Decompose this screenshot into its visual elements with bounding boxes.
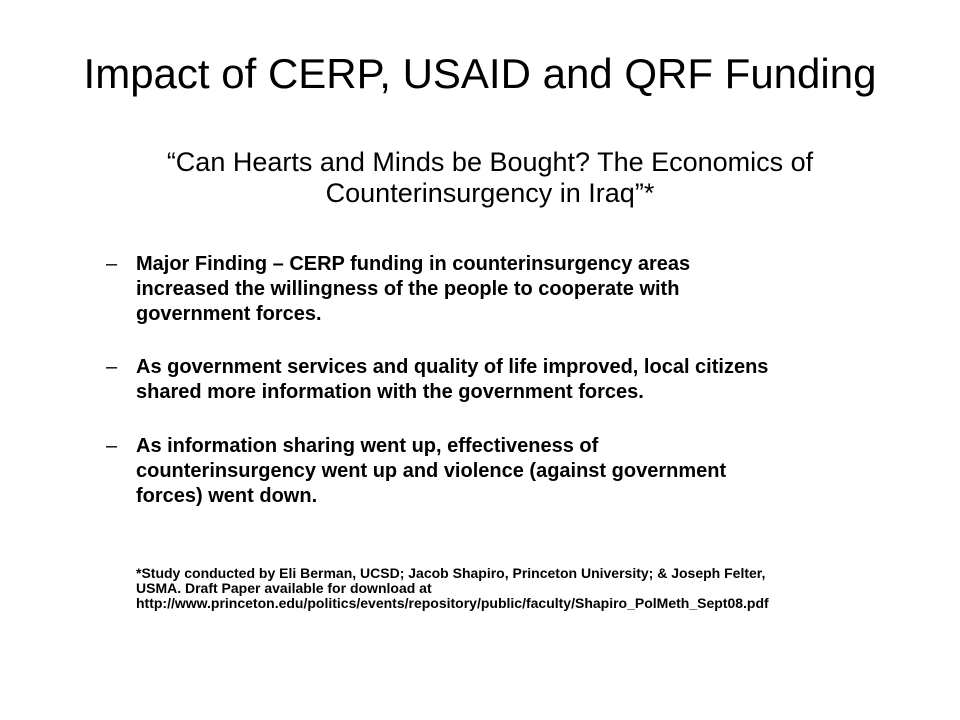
- bullet-line: increased the willingness of the people to cooperate with: [136, 278, 680, 300]
- subtitle-line: Counterinsurgency in Iraq”*: [325, 178, 655, 208]
- footnote-url: http://www.princeton.edu/politics/events/repository/public/faculty/Shapiro_PolMeth_Sept08.pdf: [136, 595, 769, 611]
- bullet-text: [136, 434, 906, 509]
- subtitle-line: “Can Hearts and Minds be Bought? The Economics of: [166, 147, 814, 177]
- footnote-line: *Study conducted by Eli Berman, UCSD; Jacob Shapiro, Princeton University; & Joseph Felter,: [136, 565, 766, 581]
- study-footnote: [136, 566, 926, 611]
- bullet-dash: –: [106, 356, 118, 378]
- bullet-line: shared more information with the government forces.: [136, 381, 644, 403]
- bullet-dash: –: [106, 435, 118, 457]
- bullet-line: As information sharing went up, effectiveness of: [136, 435, 599, 457]
- bullet-line: As government services and quality of life improved, local citizens: [136, 356, 769, 378]
- bullet-major-finding: [106, 252, 906, 327]
- bullet-government-services: [106, 355, 906, 405]
- bullet-line: Major Finding – CERP funding in counterinsurgency areas: [136, 253, 691, 275]
- bullet-line: forces) went down.: [136, 485, 318, 507]
- bullet-text: [136, 252, 906, 327]
- bullet-dash: –: [106, 253, 118, 275]
- slide-subtitle: [80, 147, 900, 209]
- bullet-information-sharing: [106, 434, 906, 509]
- bullet-text: [136, 355, 906, 405]
- slide-title: Impact of CERP, USAID and QRF Funding: [83, 50, 877, 97]
- bullet-line: counterinsurgency went up and violence (against government: [136, 460, 727, 482]
- footnote-line: USMA. Draft Paper available for download at: [136, 580, 432, 596]
- bullet-line: government forces.: [136, 303, 322, 325]
